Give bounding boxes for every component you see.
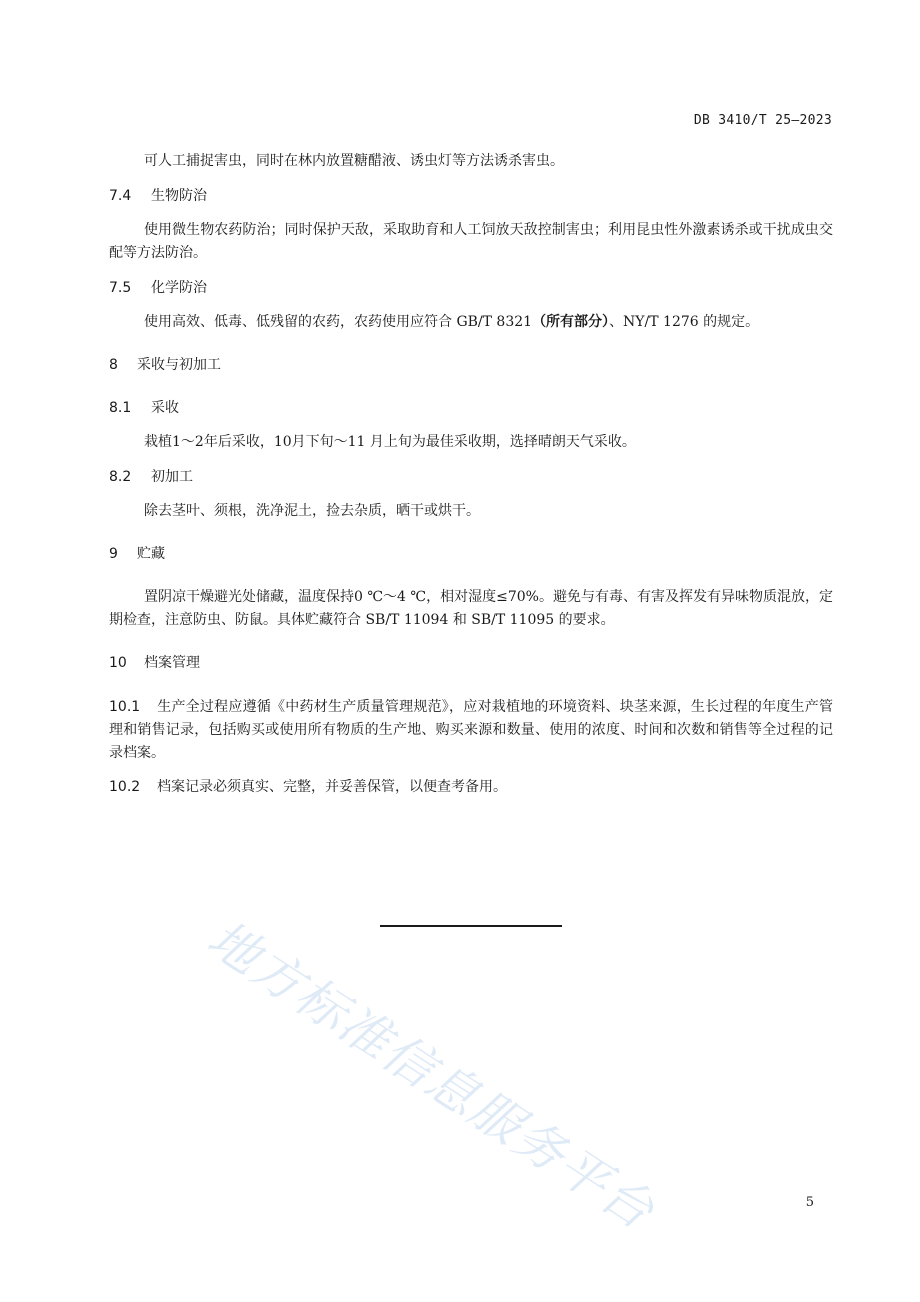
section-number: 9 [109,546,118,562]
section-number: 10.1 [109,699,141,715]
section-title: 化学防治 [151,280,207,296]
section-number: 10.2 [109,779,141,795]
section-number: 10 [109,655,127,671]
document-body [109,150,833,799]
watermark: 地方标准信息服务平台 [197,909,666,1242]
heading-9 [109,543,833,566]
section-title: 初加工 [151,469,193,485]
text-segment: 、NY/T 1276 的规定。 [609,314,760,330]
section-title: 采收与初加工 [137,357,221,373]
section-text: 档案记录必须真实、完整，并妥善保管，以便查考备用。 [157,779,507,795]
section-number: 7.5 [109,280,132,296]
text-segment: 使用高效、低毒、低残留的农药，农药使用应符合 GB/T 8321 [144,314,533,330]
paragraph-9: 置阴凉干燥避光处储藏，温度保持0 ℃～4 ℃，相对湿度≤70%。避免与有毒、有害及挥发有异味物质混放，定期检查，注意防虫、防鼠。具体贮藏符合 SB/T 11094 和 SB/T 11095 的要求。 [109,589,833,628]
section-title: 采收 [151,400,179,416]
paragraph-7-4: 使用微生物农药防治；同时保护天敌，采取助育和人工饲放天敌控制害虫；利用昆虫性外激素诱杀或干扰成虫交配等方法防治。 [109,222,833,261]
heading-10 [109,652,833,675]
paragraph-8-1: 栽植1～2年后采收，10月下旬～11 月上旬为最佳采收期，选择晴朗天气采收。 [144,434,636,450]
document-code: DB 3410/T 25—2023 [693,113,832,128]
section-title: 贮藏 [137,546,165,562]
heading-8 [109,354,833,377]
section-text: 生产全过程应遵循《中药材生产质量管理规范》，应对栽植地的环境资料、块茎来源，生长过程的年度生产管理和销售记录，包括购买或使用所有物质的生产地、购买来源和数量、使用的浓度、时间和次数和销售等全过程的记录档案。 [109,699,833,761]
paragraph-10-2 [109,776,833,799]
paragraph-10-1 [109,696,833,765]
section-number: 7.4 [109,188,132,204]
section-title: 生物防治 [151,188,207,204]
text-segment-bold: （所有部分） [532,314,610,330]
end-of-document-rule [380,925,562,927]
heading-7-5 [109,277,833,300]
heading-8-1 [109,397,833,420]
paragraph-pest-catching: 可人工捕捉害虫，同时在林内放置糖醋液、诱虫灯等方法诱杀害虫。 [144,153,564,169]
section-number: 8 [109,357,118,373]
heading-8-2 [109,466,833,489]
heading-7-4 [109,185,833,208]
section-number: 8.1 [109,400,132,416]
page-number: 5 [805,1195,814,1210]
paragraph-8-2: 除去茎叶、须根，洗净泥土，捡去杂质，晒干或烘干。 [144,503,480,519]
section-number: 8.2 [109,469,132,485]
section-title: 档案管理 [144,655,200,671]
paragraph-7-5 [109,311,833,334]
